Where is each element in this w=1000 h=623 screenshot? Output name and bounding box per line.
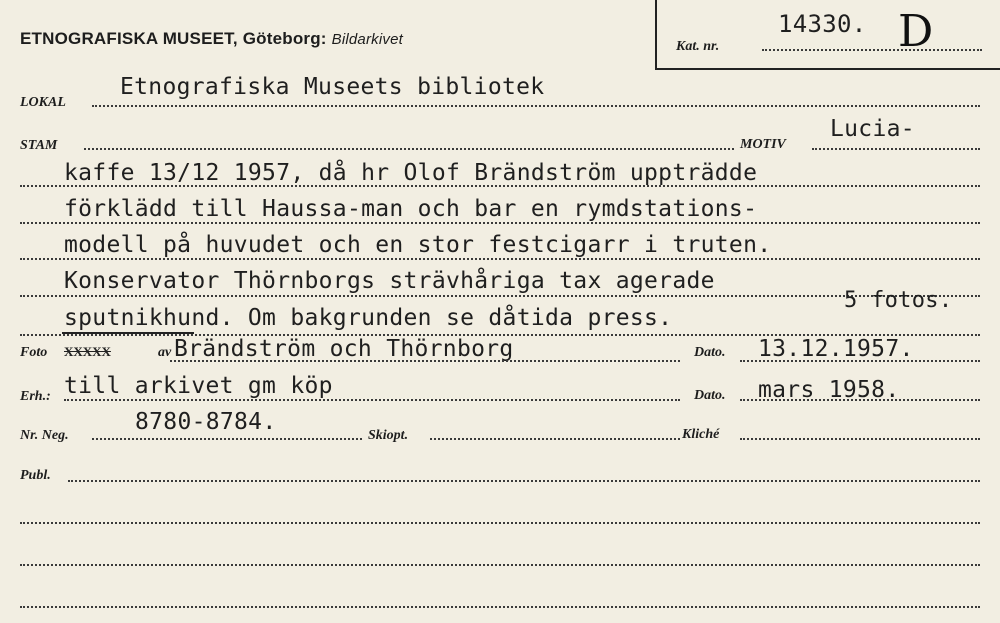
skiopt-label: Skiopt.	[368, 428, 409, 443]
nr-neg-value: 8780-8784.	[135, 409, 277, 435]
lokal-value: Etnografiska Museets bibliotek	[120, 74, 545, 100]
institution-name: ETNOGRAFISKA MUSEET,	[20, 29, 238, 48]
motiv-line-4: Konservator Thörnborgs strävhåriga tax agerade	[64, 268, 715, 294]
foto-value: Brändström och Thörnborg	[174, 336, 514, 362]
catalog-label: Kat. nr.	[676, 39, 720, 54]
kliche-dotted-line	[740, 438, 980, 440]
nr-neg-label: Nr. Neg.	[20, 428, 69, 443]
dato-label-1: Dato.	[694, 345, 726, 360]
stam-dotted-line	[84, 148, 734, 150]
city-name: Göteborg:	[242, 29, 327, 48]
motiv-line-0: Lucia-	[830, 116, 915, 142]
foto-suffix: av	[158, 345, 172, 360]
foto-label: Foto	[20, 345, 48, 360]
motiv-dotted-line-3	[20, 258, 980, 260]
stam-label: STAM	[20, 138, 58, 153]
motiv-line-5: sputnikhund. Om bakgrunden se dåtida press.	[64, 305, 673, 331]
catalog-number: 14330.	[778, 10, 867, 38]
lokal-dotted-line	[92, 105, 980, 107]
motiv-line-3: modell på huvudet och en stor festcigarr i truten.	[64, 232, 772, 258]
foto-dotted-line	[170, 360, 680, 362]
motiv-dotted-line-1	[20, 185, 980, 187]
publ-label: Publ.	[20, 468, 51, 483]
dato-value-2: mars 1958.	[758, 377, 900, 403]
blank-dotted-line-3	[20, 606, 980, 608]
motiv-label: MOTIV	[740, 137, 786, 152]
erh-dotted-line	[64, 399, 680, 401]
dato-dotted-line-1	[740, 360, 980, 362]
blank-dotted-line-2	[20, 564, 980, 566]
card-header	[20, 29, 403, 49]
skiopt-dotted-line	[430, 438, 680, 440]
photo-count: 5 fotos.	[844, 288, 953, 313]
catalog-dotted-line	[762, 49, 982, 51]
handwritten-mark: D	[898, 6, 934, 57]
motiv-line-1: kaffe 13/12 1957, då hr Olof Brändström uppträdde	[64, 160, 758, 186]
dato-value-1: 13.12.1957.	[758, 336, 914, 362]
archive-name: Bildarkivet	[331, 31, 404, 48]
motiv-line-2: förklädd till Haussa-man och bar en rymdstations-	[64, 196, 758, 222]
erh-value: till arkivet gm köp	[64, 373, 333, 399]
dato-label-2: Dato.	[694, 388, 726, 403]
foto-struck-text: XXXXX	[64, 344, 111, 359]
lokal-label: LOKAL	[20, 95, 66, 110]
kliche-label: Kliché	[682, 427, 720, 442]
motiv-dotted-line	[812, 148, 980, 150]
publ-dotted-line	[68, 480, 980, 482]
erh-label: Erh.:	[20, 389, 51, 404]
motiv-dotted-line-2	[20, 222, 980, 224]
motiv-dotted-line-4	[20, 295, 980, 297]
blank-dotted-line-1	[20, 522, 980, 524]
dato-dotted-line-2	[740, 399, 980, 401]
nr-neg-dotted-line	[92, 438, 362, 440]
